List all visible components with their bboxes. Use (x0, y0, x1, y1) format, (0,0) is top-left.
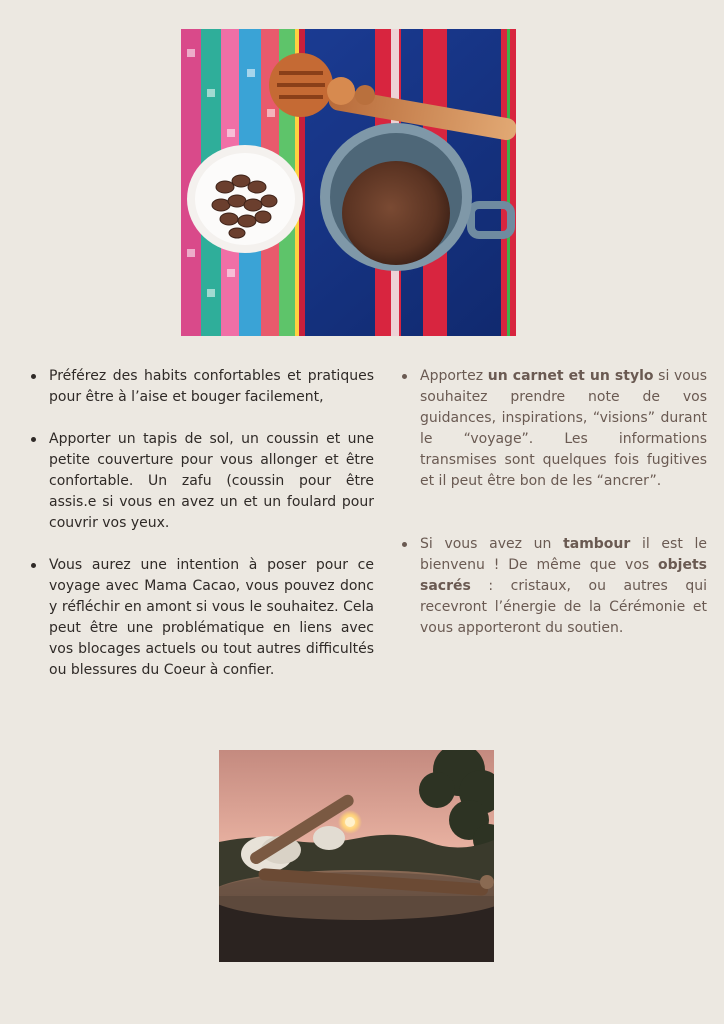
cacao-ceremony-photo (181, 29, 516, 336)
sunset-drum-photo (219, 750, 494, 962)
list-item: Apporter un tapis de sol, un coussin et une petite couverture pour vous allonger et être confortable. Un zafu (coussin pour être assis.e si vous en avez un et un foulard pour couvrir vos yeux. (27, 429, 374, 534)
sunset-drum-illustration (219, 750, 494, 962)
cacao-ceremony-illustration (181, 29, 516, 336)
list-item: Préférez des habits confortables et pratiques pour être à l’aise et bouger facilement, (27, 366, 374, 408)
left-bullet-list (27, 366, 374, 681)
list-item: Vous aurez une intention à poser pour ce voyage avec Mama Cacao, vous pouvez donc y réfléchir en amont si vous le souhaitez. Cela peut être une problématique en liens avec vos blocages actuels ou tout autres difficultés ou blessures du Coeur à confier. (27, 555, 374, 681)
list-item: Si vous avez un tambour il est le bienvenu ! De même que vos objets sacrés : cristaux, ou autres qui recevront l’énergie de la Cérémonie et vous apporteront du soutien. (398, 534, 707, 639)
right-bullet-list (398, 366, 707, 639)
list-item: Apportez un carnet et un stylo si vous souhaitez prendre note de vos guidances, inspirations, “visions” durant le “voyage”. Les informations transmises sont quelques fois fugitives et il peut être bon de les “ancrer”. (398, 366, 707, 492)
